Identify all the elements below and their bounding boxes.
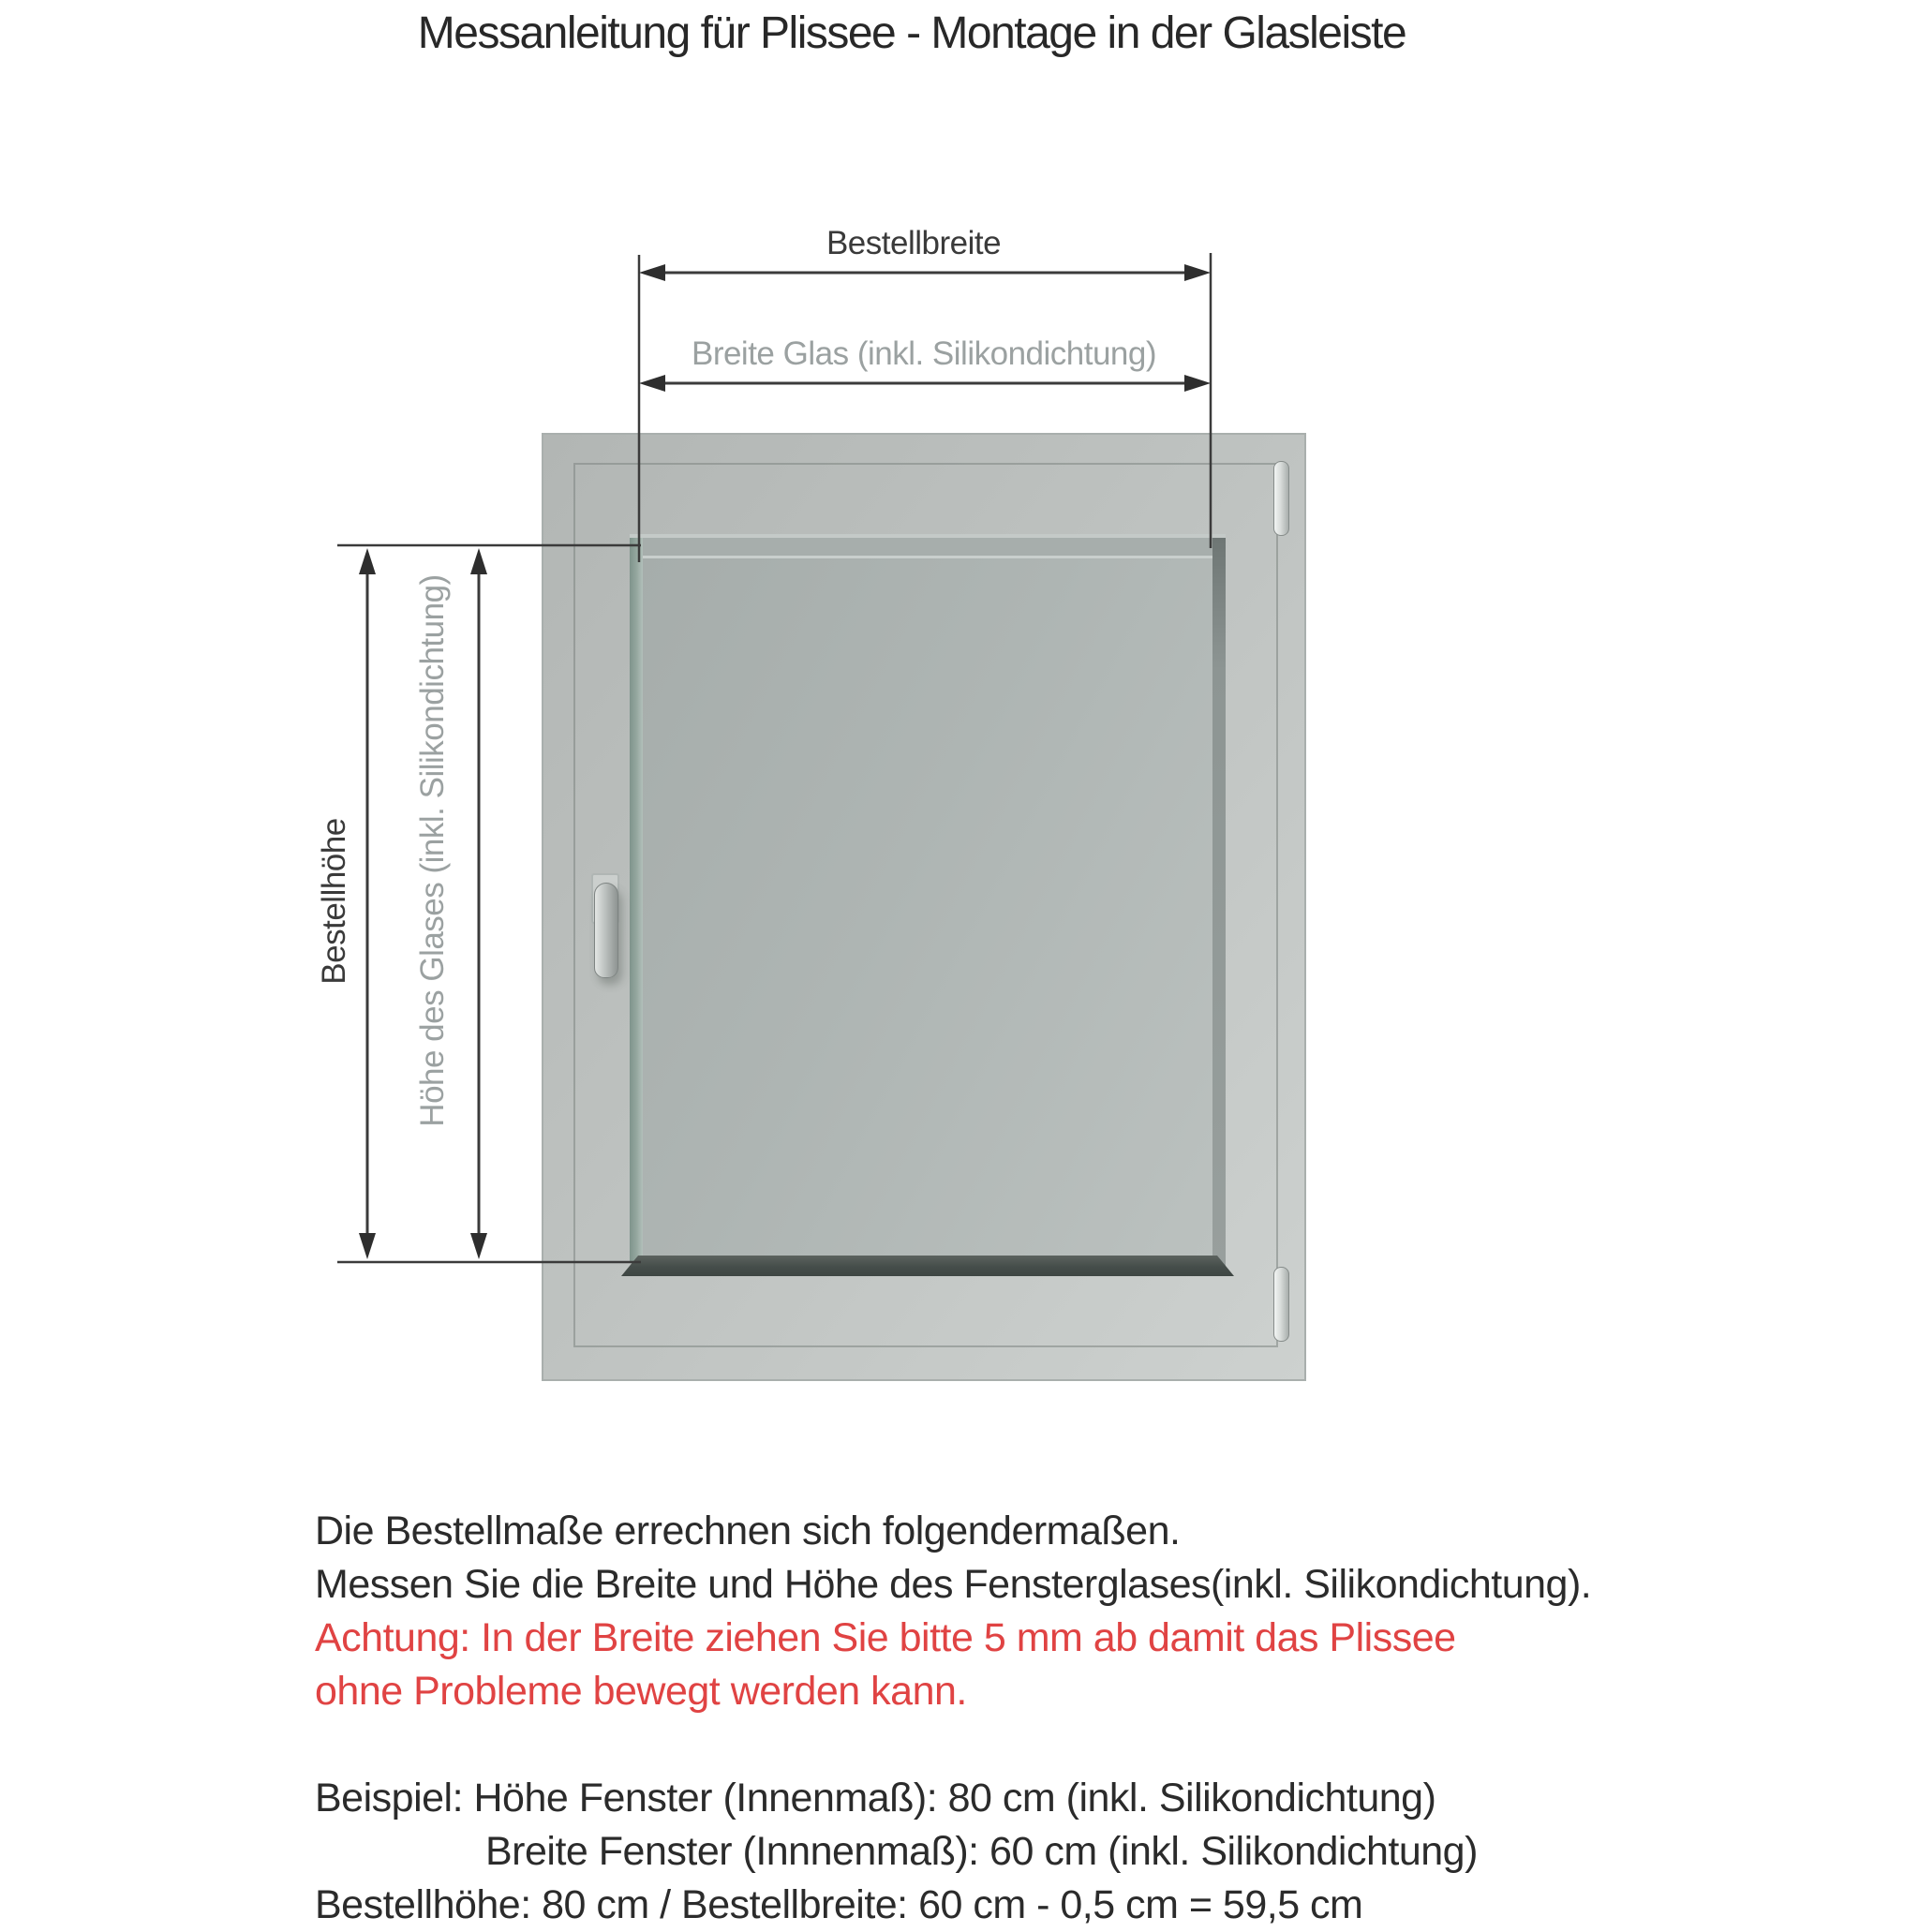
hinge-top-icon	[1273, 461, 1289, 536]
example-line-3: Bestellhöhe: 80 cm / Bestellbreite: 60 cm - 0,5 cm = 59,5 cm	[315, 1882, 1363, 1927]
page-title: Messanleitung für Plissee - Montage in der Glasleiste	[417, 8, 1406, 58]
intro-line-2: Messen Sie die Breite und Höhe des Fensterglases(inkl. Silikondichtung).	[315, 1562, 1592, 1607]
warning-line-1: Achtung: In der Breite ziehen Sie bitte 5 mm ab damit das Plissee	[315, 1615, 1456, 1660]
window-frame	[542, 433, 1306, 1381]
order-height-arrow	[359, 548, 376, 1259]
glazing-bead-bottom	[621, 1256, 1234, 1276]
hinge-bottom-icon	[1273, 1267, 1289, 1342]
glass-width-label: Breite Glas (inkl. Silikondichtung)	[688, 335, 1160, 373]
text-spacer	[315, 1718, 1591, 1772]
warning-line-2: ohne Probleme bewegt werden kann.	[315, 1669, 967, 1714]
intro-line-1: Die Bestellmaße errechnen sich folgendermaßen.	[315, 1508, 1181, 1553]
glass-height-label: Höhe des Glases (inkl. Silikondichtung)	[414, 571, 452, 1130]
order-width-arrow	[639, 264, 1211, 281]
instructions	[315, 1505, 1591, 1932]
glass-height-arrow	[470, 548, 487, 1259]
order-height-label: Bestellhöhe	[316, 814, 353, 988]
window-handle-grip	[594, 883, 618, 978]
glazing-bead-top	[630, 534, 1226, 558]
example-line-2: Breite Fenster (Innnenmaß): 60 cm (inkl. Silikondichtung)	[485, 1829, 1478, 1874]
glazing-bead-left	[630, 538, 643, 1263]
example-line-1: Beispiel: Höhe Fenster (Innenmaß): 80 cm (inkl. Silikondichtung)	[315, 1776, 1436, 1821]
glass-width-arrow	[639, 375, 1211, 392]
glass-pane	[642, 558, 1212, 1256]
glazing-bead-right	[1212, 538, 1226, 1267]
order-width-label: Bestellbreite	[823, 225, 1004, 262]
window-glass	[630, 534, 1226, 1276]
